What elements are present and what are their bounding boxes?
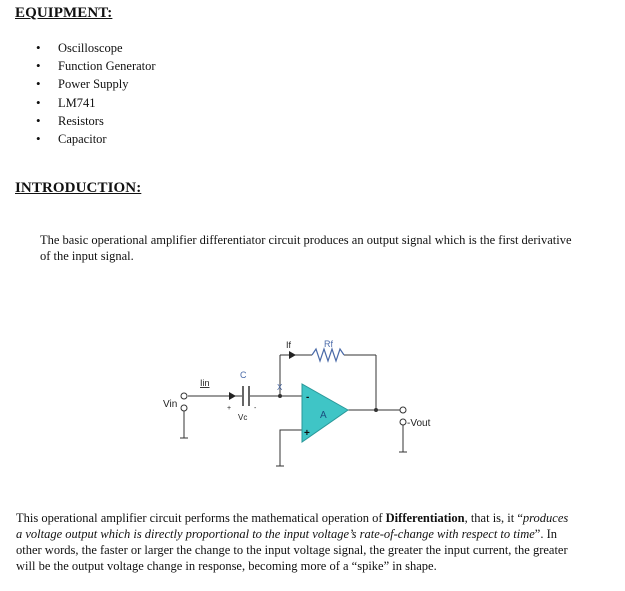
- minus-label: -: [306, 392, 310, 403]
- vin-label: Vin: [163, 399, 178, 410]
- plus-label: +: [304, 428, 310, 439]
- bullet-icon: •: [36, 94, 41, 110]
- svg-text:-: -: [254, 405, 257, 412]
- vin-terminal: [181, 393, 187, 399]
- list-item: • Resistors: [36, 112, 104, 128]
- vout-terminal: [400, 407, 406, 413]
- vc-label: Vc: [238, 413, 248, 422]
- list-item: • Oscilloscope: [36, 40, 123, 55]
- introduction-text: The basic operational amplifier differentiator circuit produces an output signal which is the first derivative of the input signal.: [40, 233, 572, 263]
- svg-text:+: +: [227, 405, 232, 412]
- resistor-icon: [312, 349, 344, 361]
- bullet-icon: •: [36, 76, 41, 92]
- vout-ground-terminal: [400, 419, 406, 425]
- bullet-icon: •: [36, 112, 41, 128]
- amp-label: A: [320, 410, 327, 421]
- bullet-icon: •: [36, 40, 41, 55]
- node-x-label: X: [277, 383, 283, 392]
- iin-arrow-icon: [229, 392, 236, 400]
- bullet-icon: •: [36, 130, 41, 146]
- iin-label: Iin: [200, 378, 210, 388]
- capacitor-label: C: [240, 370, 247, 380]
- if-arrow-icon: [289, 351, 296, 359]
- rf-label: Rf: [324, 339, 333, 349]
- list-item: • Power Supply: [36, 76, 129, 92]
- noninverting-input-wire: [280, 430, 302, 460]
- vin-ground-terminal: [181, 405, 187, 411]
- ground-icon: [180, 432, 407, 466]
- inverting-input-wire: [280, 392, 302, 396]
- equipment-heading: EQUIPMENT:: [15, 5, 113, 21]
- differentiation-paragraph: This operational amplifier circuit performs the mathematical operation of Differentiation, that is, it “produces a voltage output which is directly proportional to the input voltage’s rate-of-change with respect to time”. In other words, the faster or larger the change to the input voltage signal, the greater the input current, the greater will be the output voltage change in response, becoming more of a “spike” in shape.: [16, 511, 569, 573]
- bullet-icon: •: [36, 58, 41, 74]
- introduction-heading: INTRODUCTION:: [15, 180, 142, 196]
- list-item: • LM741: [36, 94, 96, 110]
- vout-label: -Vout: [407, 418, 431, 429]
- list-item: • Function Generator: [36, 58, 156, 74]
- if-label: If: [286, 340, 292, 350]
- list-item: • Capacitor: [36, 130, 107, 146]
